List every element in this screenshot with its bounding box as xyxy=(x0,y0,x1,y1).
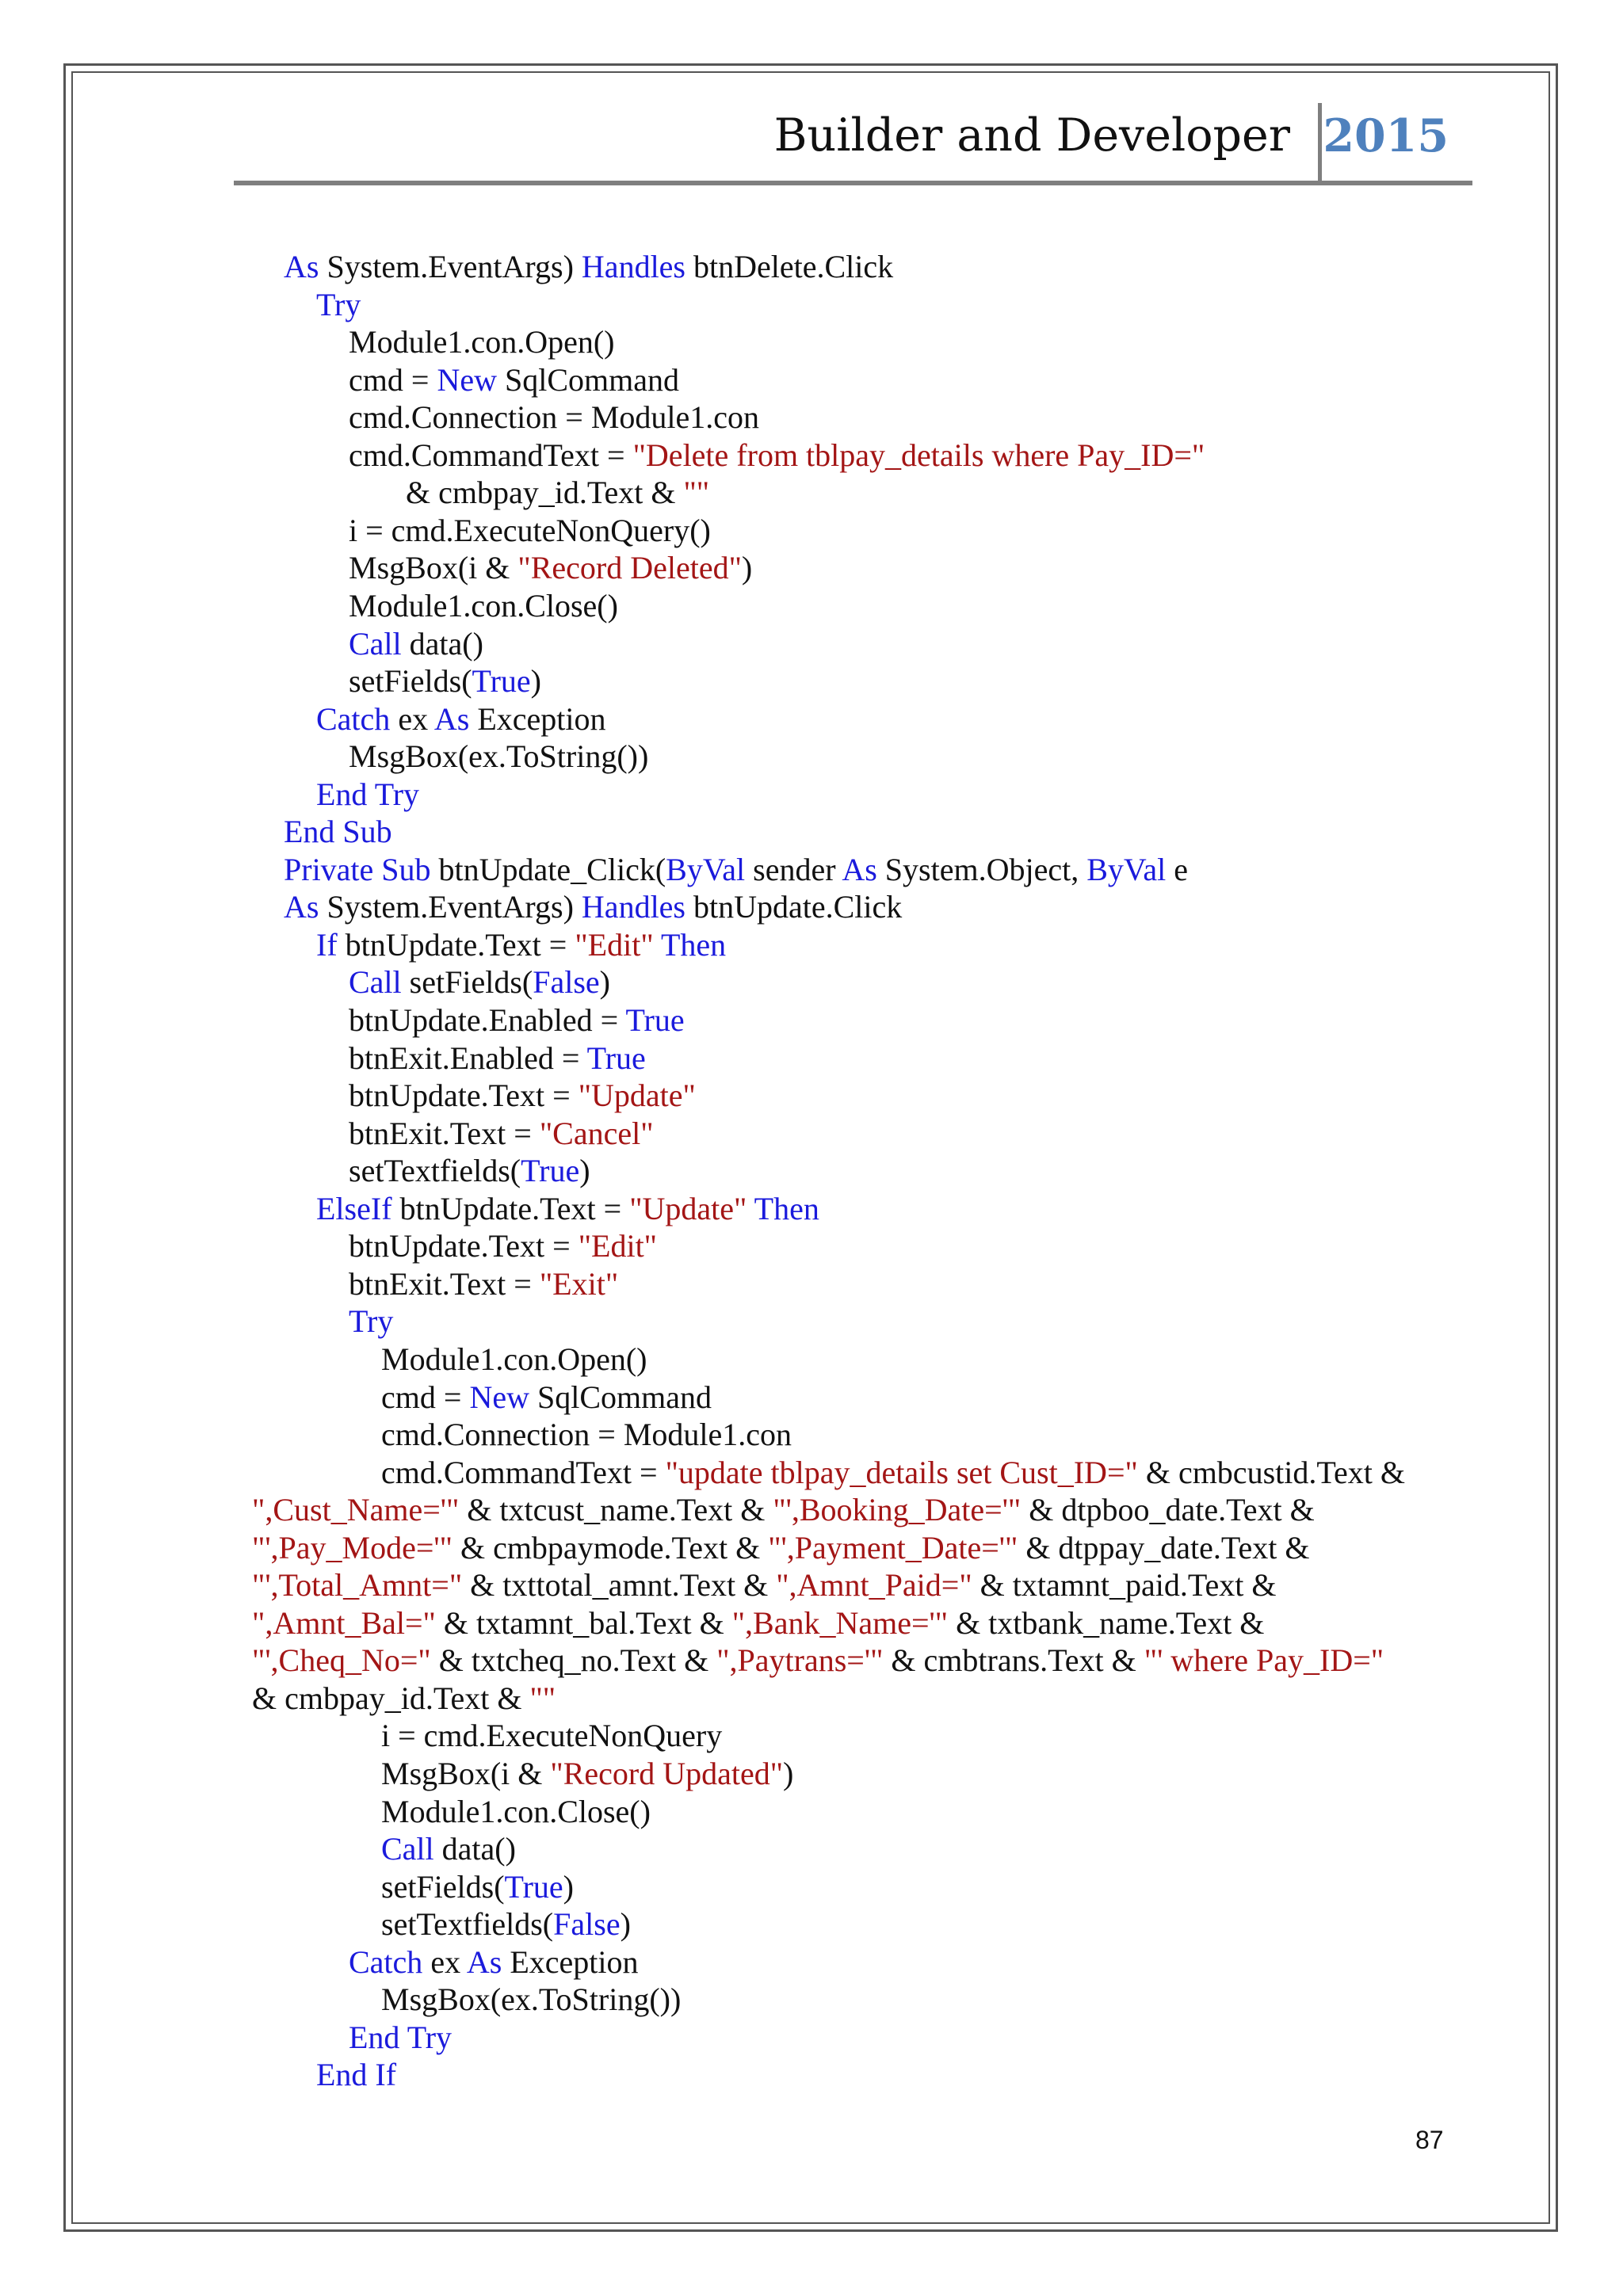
code-string: ",Amnt_Bal=" xyxy=(252,1604,436,1641)
code-text: MsgBox(ex.ToString()) xyxy=(381,1981,682,2018)
code-text xyxy=(747,1191,754,1226)
code-line xyxy=(349,1943,638,1981)
header-separator xyxy=(1318,103,1322,184)
code-line xyxy=(381,1981,681,2018)
code-text: & cmbtrans.Text & xyxy=(883,1642,1144,1679)
code-keyword: ByVal xyxy=(666,851,746,887)
code-text: ) xyxy=(599,964,610,1001)
code-line xyxy=(349,1039,646,1077)
code-line xyxy=(349,1152,590,1189)
code-text: cmd = xyxy=(381,1379,470,1415)
code-text: btnExit.Enabled = xyxy=(349,1039,587,1076)
code-line xyxy=(381,1379,712,1416)
code-keyword: Try xyxy=(349,1303,394,1340)
code-keyword: True xyxy=(472,663,531,700)
code-text: ex xyxy=(422,1943,467,1980)
code-line xyxy=(349,2019,452,2056)
code-text: & cmbpay_id.Text & xyxy=(406,475,684,511)
code-string: "Edit" xyxy=(575,926,654,963)
code-string: "',Pay_Mode='" xyxy=(252,1529,453,1566)
code-line xyxy=(349,1115,654,1152)
code-text: i = cmd.ExecuteNonQuery() xyxy=(349,512,711,548)
code-text: Module1.con.Close() xyxy=(381,1793,651,1829)
code-text: ) xyxy=(620,1906,631,1943)
code-line xyxy=(381,1454,1405,1491)
code-text: System.Object, xyxy=(876,851,1087,887)
code-text: btnExit.Text = xyxy=(349,1265,540,1302)
code-keyword: Handles xyxy=(581,889,685,925)
code-text: ) xyxy=(741,550,753,586)
code-keyword: False xyxy=(533,964,600,1001)
code-line xyxy=(349,323,614,360)
code-string: "" xyxy=(529,1680,556,1716)
code-text: ) xyxy=(783,1756,794,1791)
code-text: & dtppay_date.Text & xyxy=(1018,1529,1310,1566)
code-line xyxy=(406,474,709,511)
code-line xyxy=(284,851,1188,888)
code-line xyxy=(252,1642,1384,1679)
code-string: ",Bank_Name='" xyxy=(731,1604,949,1641)
code-line xyxy=(252,1680,556,1717)
code-line xyxy=(381,1868,574,1905)
code-line xyxy=(349,587,618,624)
code-keyword: If xyxy=(316,926,338,963)
code-text: MsgBox(ex.ToString()) xyxy=(349,738,649,775)
code-line xyxy=(252,1566,1276,1604)
code-text: & txtcheq_no.Text & xyxy=(430,1642,717,1679)
code-line xyxy=(284,888,902,925)
code-text: cmd.CommandText = xyxy=(381,1454,666,1490)
code-keyword: As xyxy=(284,249,319,284)
code-keyword: Handles xyxy=(581,249,685,284)
code-keyword: Then xyxy=(660,926,727,963)
code-string: "Cancel" xyxy=(539,1115,654,1151)
code-keyword: Catch xyxy=(349,1943,423,1980)
code-line xyxy=(349,1077,696,1114)
code-keyword: End If xyxy=(316,2057,397,2093)
code-keyword: As xyxy=(433,700,470,737)
code-keyword: Try xyxy=(316,286,361,322)
code-string: "',Cheq_No=" xyxy=(252,1642,431,1679)
code-text: Module1.con.Open() xyxy=(381,1341,647,1377)
code-text: btnExit.Text = xyxy=(349,1115,540,1151)
code-string: "',Total_Amnt=" xyxy=(252,1567,463,1604)
page-header xyxy=(234,97,1472,185)
code-text: setTextfields( xyxy=(349,1153,521,1189)
code-string: "',Payment_Date='" xyxy=(768,1529,1018,1566)
code-line xyxy=(349,625,483,662)
code-string: "' where Pay_ID=" xyxy=(1144,1642,1384,1679)
code-keyword: As xyxy=(284,889,319,925)
code-string: "Update" xyxy=(629,1190,747,1226)
code-line xyxy=(349,437,1205,474)
code-line xyxy=(381,1416,792,1453)
code-text: btnUpdate.Text = xyxy=(349,1228,579,1264)
code-string: ",Cust_Name='" xyxy=(252,1492,460,1528)
code-line xyxy=(381,1793,651,1830)
code-text: setTextfields( xyxy=(381,1906,554,1943)
code-text: btnUpdate_Click( xyxy=(430,851,666,887)
code-string: "Exit" xyxy=(539,1265,619,1302)
code-line xyxy=(381,1905,631,1943)
code-keyword: True xyxy=(586,1039,646,1076)
code-keyword: Catch xyxy=(316,700,391,737)
code-text: ) xyxy=(530,663,541,700)
code-text: Module1.con.Open() xyxy=(349,324,615,360)
code-keyword: True xyxy=(625,1002,685,1038)
code-line xyxy=(316,2056,396,2093)
code-text: btnUpdate.Enabled = xyxy=(349,1002,626,1038)
code-line xyxy=(349,361,679,399)
code-line xyxy=(349,963,610,1001)
code-line xyxy=(252,1529,1310,1566)
code-keyword: Call xyxy=(349,625,402,662)
code-text: setFields( xyxy=(349,663,472,700)
code-line xyxy=(316,926,726,963)
code-text: data() xyxy=(433,1831,516,1867)
code-keyword: Call xyxy=(381,1831,434,1867)
code-text: setFields( xyxy=(381,1868,505,1905)
code-line xyxy=(349,738,648,775)
code-text: & txtamnt_paid.Text & xyxy=(972,1567,1277,1604)
code-line xyxy=(349,1001,685,1039)
code-line xyxy=(349,399,759,436)
code-text: ) xyxy=(579,1153,590,1189)
code-text: btnUpdate.Text = xyxy=(337,926,575,963)
code-text: btnDelete.Click xyxy=(685,249,894,284)
code-line xyxy=(349,1265,618,1302)
code-string: "Record Deleted" xyxy=(517,550,742,586)
code-line xyxy=(284,813,392,850)
code-line xyxy=(316,286,361,323)
code-keyword: As xyxy=(466,1943,502,1980)
code-text: System.EventArgs) xyxy=(319,889,582,925)
code-string: "Edit" xyxy=(578,1228,658,1264)
code-keyword: ByVal xyxy=(1086,851,1167,887)
header-year: 2015 xyxy=(1323,109,1449,162)
code-text: System.EventArgs) xyxy=(319,249,582,284)
code-text: & txttotal_amnt.Text & xyxy=(462,1567,777,1604)
code-text: & dtpboo_date.Text & xyxy=(1021,1492,1315,1528)
code-text: Exception xyxy=(469,700,606,737)
code-string: "update tblpay_details set Cust_ID=" xyxy=(665,1454,1138,1490)
code-text: cmd.Connection = Module1.con xyxy=(381,1417,792,1453)
code-text: SqlCommand xyxy=(529,1379,712,1415)
code-string: ",Paytrans='" xyxy=(716,1642,884,1679)
code-text: MsgBox(i & xyxy=(349,550,518,586)
code-keyword: Then xyxy=(754,1190,819,1226)
code-text: ex xyxy=(390,700,434,737)
code-line xyxy=(252,1604,1264,1642)
code-text: btnUpdate.Click xyxy=(685,889,903,925)
code-line xyxy=(349,549,752,586)
code-keyword: True xyxy=(521,1153,580,1189)
page-border-inner xyxy=(71,71,1550,2224)
code-text: & cmbcustid.Text & xyxy=(1137,1454,1405,1490)
code-text: & txtamnt_bal.Text & xyxy=(435,1604,732,1641)
code-text: ) xyxy=(563,1868,574,1905)
code-line xyxy=(252,1491,1315,1528)
code-keyword: End Sub xyxy=(284,814,392,850)
code-string: "',Booking_Date='" xyxy=(773,1492,1022,1528)
header-rule xyxy=(234,181,1472,185)
code-text: cmd.CommandText = xyxy=(349,437,633,473)
code-text: btnUpdate.Text = xyxy=(391,1190,630,1226)
code-text: cmd.Connection = Module1.con xyxy=(349,399,760,436)
code-keyword: Call xyxy=(349,964,402,1001)
code-line xyxy=(349,1302,393,1340)
code-text: cmd = xyxy=(349,361,437,398)
code-keyword: New xyxy=(469,1379,529,1415)
code-line xyxy=(284,248,893,285)
code-keyword: False xyxy=(553,1906,621,1943)
code-text: Exception xyxy=(502,1943,639,1980)
code-string: "Delete from tblpay_details where Pay_ID=" xyxy=(632,437,1205,473)
page-number: 87 xyxy=(1415,2126,1444,2154)
header-title: Builder and Developer xyxy=(773,109,1290,162)
code-text: Module1.con.Close() xyxy=(349,587,618,624)
code-line xyxy=(349,662,541,700)
code-text: i = cmd.ExecuteNonQuery xyxy=(381,1718,723,1754)
code-text: & txtbank_name.Text & xyxy=(948,1604,1265,1641)
code-text: e xyxy=(1166,851,1188,887)
code-keyword: As xyxy=(842,851,877,887)
code-text: & cmbpay_id.Text & xyxy=(252,1680,530,1716)
code-line xyxy=(349,512,711,549)
code-text: & cmbpaymode.Text & xyxy=(452,1529,769,1566)
code-keyword: End Try xyxy=(316,776,420,812)
code-text: btnUpdate.Text = xyxy=(349,1077,579,1114)
code-keyword: New xyxy=(437,361,497,398)
code-line xyxy=(381,1755,793,1792)
code-text: sender xyxy=(745,851,842,887)
code-string: "Record Updated" xyxy=(550,1756,784,1791)
code-text: MsgBox(i & xyxy=(381,1756,551,1791)
code-keyword: End Try xyxy=(349,2019,453,2055)
code-line xyxy=(381,1717,722,1754)
code-text xyxy=(654,927,661,963)
code-text: data() xyxy=(401,625,483,662)
code-line xyxy=(316,1190,819,1227)
code-text: & txtcust_name.Text & xyxy=(459,1492,773,1528)
code-text: SqlCommand xyxy=(496,361,679,398)
code-keyword: ElseIf xyxy=(316,1190,392,1226)
code-string: "" xyxy=(683,475,710,511)
code-keyword: Private Sub xyxy=(284,851,431,887)
code-line xyxy=(381,1341,647,1378)
code-string: "Update" xyxy=(578,1077,696,1114)
code-line xyxy=(349,1227,657,1264)
code-keyword: True xyxy=(504,1868,563,1905)
code-line xyxy=(316,700,605,738)
code-line xyxy=(316,776,419,813)
code-string: ",Amnt_Paid=" xyxy=(776,1567,972,1604)
code-text: setFields( xyxy=(401,964,533,1001)
code-line xyxy=(381,1830,516,1867)
